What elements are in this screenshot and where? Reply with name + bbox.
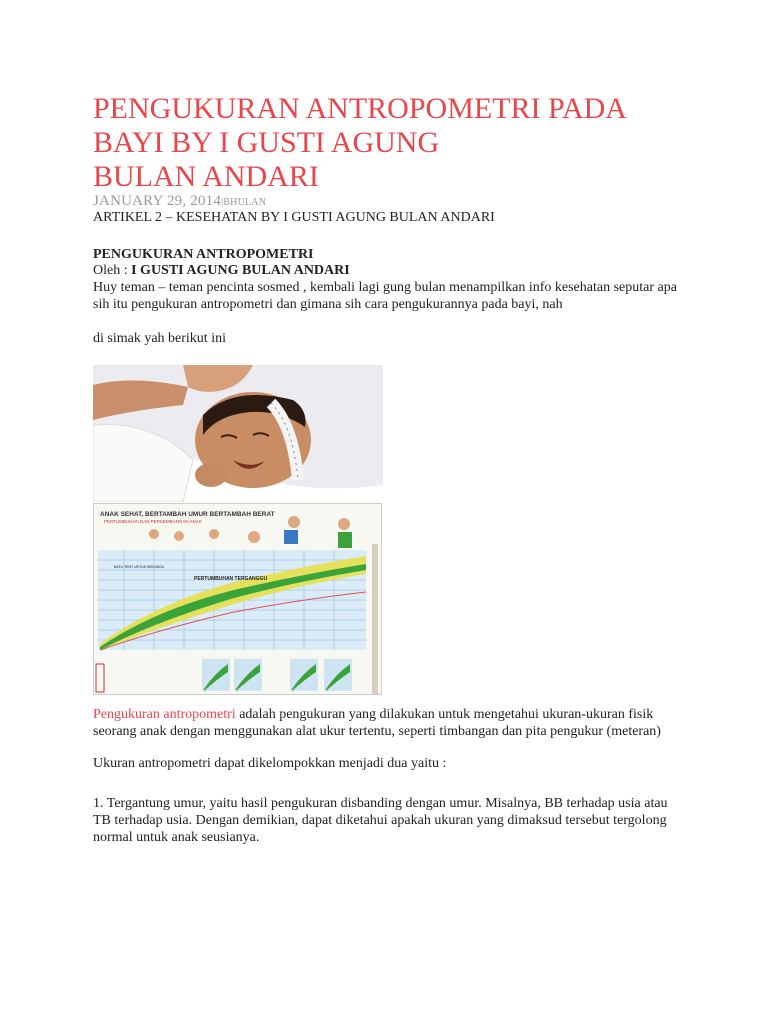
section-heading: PENGUKURAN ANTROPOMETRI [93, 247, 314, 262]
chart-subheading: PERTUMBUHAN DAN PERKEMBANGAN ANAK [104, 519, 202, 524]
post-category: ARTIKEL 2 – KESEHATAN BY I GUSTI AGUNG BULAN ANDARI [93, 210, 495, 225]
growth-chart-image [93, 503, 382, 695]
baby-photo [93, 365, 383, 502]
intro-paragraph-2: di simak yah berikut ini [93, 331, 226, 346]
growth-chart-illustration [94, 504, 381, 694]
chart-left-label: BATU TENT UNTUK MENJAGA [114, 565, 164, 569]
intro-paragraph: Huy teman – teman pencinta sosmed , kembali lagi gung bulan menampilkan info kesehatan seputar apa sih itu pengukuran antropometri dan gimana sih cara pengukurannya pada bayi, nah [93, 280, 677, 312]
title-line: BAYI BY I GUSTI AGUNG [93, 126, 440, 159]
baby-photo-illustration [93, 365, 383, 502]
post-date: JANUARY 29, 2014 [93, 193, 222, 209]
byline [93, 263, 350, 279]
definition-text: adalah pengukuran yang dilakukan untuk mengetahui ukuran-ukuran fisik seorang anak dengan menggunakan alat ukur tertentu, seperti timbangan dan pita pengukur (meteran) [93, 707, 661, 739]
byline-label: Oleh : [93, 263, 128, 278]
article-title [93, 92, 693, 194]
definition-paragraph [93, 706, 693, 740]
antropometri-link[interactable]: Pengukuran antropometri [93, 707, 236, 722]
chart-band-label: PERTUMBUHAN TERGANGGU [194, 576, 268, 582]
title-line: BULAN ANDARI [93, 160, 319, 193]
title-line: PENGUKURAN ANTROPOMETRI PADA [93, 92, 627, 125]
post-author-link[interactable]: BHULAN [223, 197, 267, 208]
groups-intro: Ukuran antropometri dapat dikelompokkan menjadi dua yaitu : [93, 756, 447, 771]
list-item-1: 1. Tergantung umur, yaitu hasil pengukuran disbanding dengan umur. Misalnya, BB terhadap usia atau TB terhadap usia. Dengan demikian, dapat diketahui apakah ukuran yang dimaksud tersebut tergolong normal untuk anak seusianya. [93, 796, 668, 845]
meta-separator: | [221, 197, 224, 208]
byline-name: I GUSTI AGUNG BULAN ANDARI [131, 263, 350, 278]
post-meta [93, 193, 266, 210]
chart-heading: ANAK SEHAT, BERTAMBAH UMUR BERTAMBAH BERAT [100, 511, 275, 518]
